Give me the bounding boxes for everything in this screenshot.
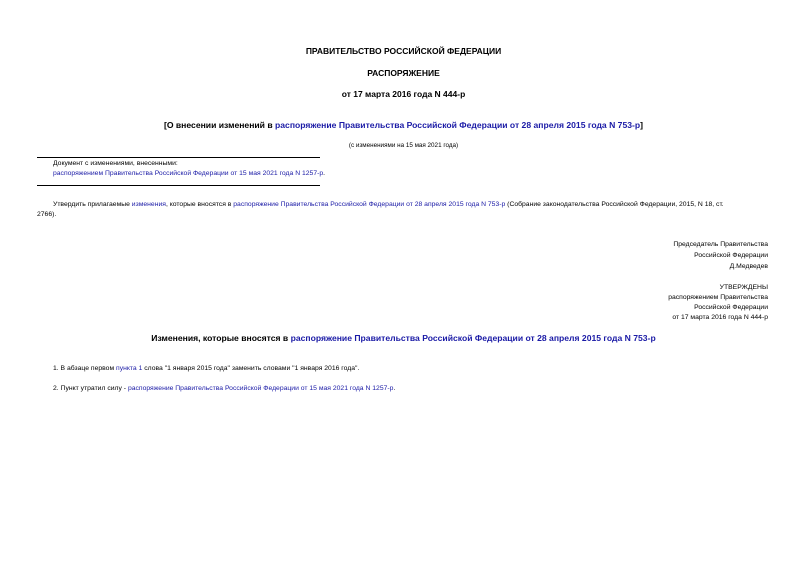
item1-text-b: слова "1 января 2015 года" заменить словами "1 января 2016 года".	[142, 365, 360, 372]
changes-box-bottom-rule	[37, 185, 320, 186]
title-suffix: ]	[640, 120, 644, 130]
signature-body: Российской Федерации	[694, 252, 768, 259]
title-link-order-753[interactable]: распоряжение Правительства Российской Федерации от 28 апреля 2015 года N 753-р	[275, 120, 641, 130]
changes-title	[0, 333, 807, 343]
approved-heading: УТВЕРЖДЕНЫ	[719, 284, 768, 291]
approved-body: Российской Федерации	[694, 304, 768, 311]
document-type: РАСПОРЯЖЕНИЕ	[367, 68, 440, 78]
item1-point1-link[interactable]: пункта 1	[116, 365, 143, 372]
changes-title-link-order-753[interactable]: распоряжение Правительства Российской Федерации от 28 апреля 2015 года N 753-р	[290, 333, 656, 343]
changes-box-period: .	[323, 170, 326, 177]
main-text-1: Утвердить прилагаемые	[53, 201, 132, 208]
changes-link-order-1257[interactable]: распоряжением Правительства Российской Федерации от 15 мая 2021 года N 1257-р	[53, 170, 324, 177]
list-item-1	[53, 365, 359, 372]
item1-text-a: 1. В абзаце первом	[53, 365, 117, 372]
signature-position: Председатель Правительства	[673, 241, 768, 248]
approved-date: от 17 марта 2016 года N 444-р	[672, 314, 768, 321]
main-text-3: (Собрание законодательства Российской Федерации, 2015, N 18, ст.	[505, 201, 724, 208]
main-paragraph-line2: 2766).	[37, 211, 57, 218]
changes-title-prefix: Изменения, которые вносятся в	[151, 333, 291, 343]
document-date-number: от 17 марта 2016 года N 444-р	[341, 89, 466, 99]
changes-box-entry	[53, 170, 325, 177]
order-753-link[interactable]: распоряжение Правительства Российской Федерации от 28 апреля 2015 года N 753-р	[233, 201, 506, 208]
main-text-2: , которые вносятся в	[165, 201, 234, 208]
list-item-2	[53, 385, 395, 392]
approved-by: распоряжением Правительства	[668, 294, 768, 301]
signature-name: Д.Медведев	[729, 263, 768, 270]
title-prefix: [О внесении изменений в	[163, 120, 276, 130]
changes-box-label: Документ с изменениями, внесенными:	[53, 160, 178, 167]
amendment-note: (с изменениями на 15 мая 2021 года)	[348, 142, 459, 149]
changes-link[interactable]: изменения	[131, 201, 166, 208]
item2-text-b: .	[393, 385, 396, 392]
item2-order-1257-link[interactable]: распоряжение Правительства Российской Федерации от 15 мая 2021 года N 1257-р	[127, 385, 394, 392]
item2-text-a: 2. Пункт утратил силу -	[53, 385, 128, 392]
government-heading: ПРАВИТЕЛЬСТВО РОССИЙСКОЙ ФЕДЕРАЦИИ	[305, 46, 502, 56]
changes-box-top-rule	[37, 157, 320, 158]
main-paragraph-line1	[53, 199, 778, 210]
document-title	[0, 120, 807, 130]
